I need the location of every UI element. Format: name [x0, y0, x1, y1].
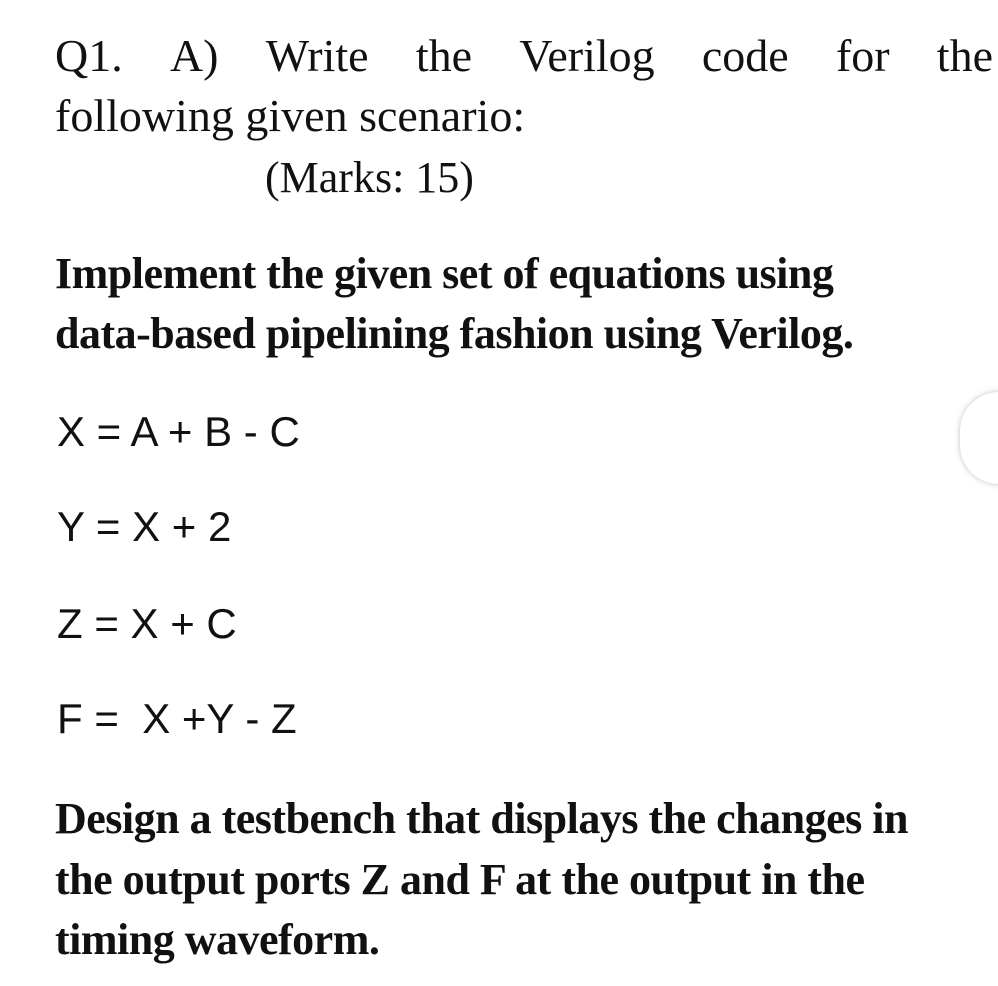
question-header-line2: following given scenario:: [55, 90, 526, 141]
scroll-handle[interactable]: [960, 392, 998, 484]
equation-y: Y = X + 2: [57, 503, 232, 550]
question-word: the: [415, 30, 473, 81]
question-header-line: [55, 26, 993, 86]
testbench-line-3: timing waveform.: [55, 915, 380, 964]
testbench-line-1: Design a testbench that displays the changes in: [55, 794, 908, 843]
instruction-line-1: Implement the given set of equations using: [55, 249, 834, 298]
question-word: Q1.: [55, 30, 123, 81]
equation-f: F = X +Y - Z: [57, 695, 297, 742]
question-word: Verilog: [519, 30, 655, 81]
question-word: the: [936, 30, 993, 81]
marks-label: (Marks: 15): [265, 153, 474, 202]
instruction-line-2: data-based pipelining fashion using Verilog.: [55, 309, 854, 358]
question-word: A): [169, 30, 219, 81]
question-word: Write: [265, 30, 369, 81]
equation-z: Z = X + C: [57, 600, 237, 647]
testbench-line-2: the output ports Z and F at the output in the: [55, 855, 865, 904]
question-word: for: [835, 30, 890, 81]
question-word: code: [701, 30, 789, 81]
equation-x: X = A + B - C: [57, 408, 300, 455]
